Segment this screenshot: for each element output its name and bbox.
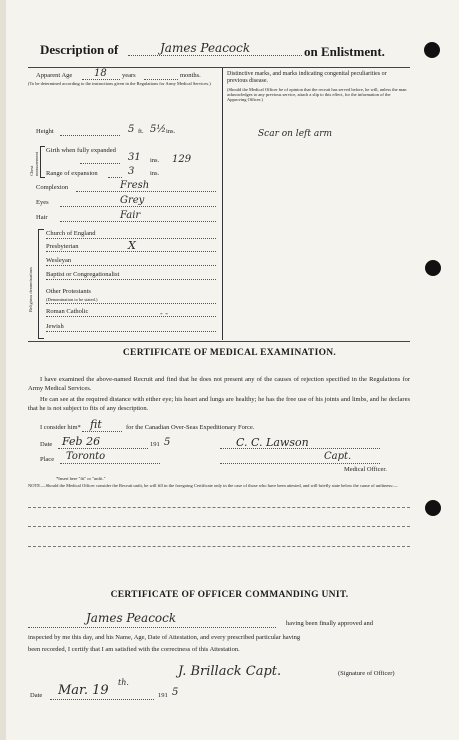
title-prefix: Description of [40, 42, 119, 57]
medical-para1: I have examined the above-named Recruit and find that he does not present any of the causes of rejection specified in the Regulations for Army Medical Services. [28, 376, 410, 392]
medical-year: 191 [150, 441, 160, 448]
medical-officer-label: Medical Officer. [344, 466, 387, 473]
religion-side-label: Religious denominations [28, 267, 33, 312]
commanding-text3: been recorded, I certify that I am satisfied with the correctness of this Attestation. [28, 646, 240, 653]
religion-mark: X [128, 239, 136, 252]
page-edge [0, 0, 6, 740]
commanding-year-hw: 5 [172, 687, 179, 698]
religion-item: Wesleyan [46, 257, 72, 264]
religion-mark: - - [160, 309, 168, 318]
medical-footnote1: *Insert here "fit" or "unfit." [56, 476, 106, 481]
medical-year-hw: 5 [164, 437, 171, 448]
punch-hole-middle [425, 260, 441, 276]
religion-item: (Denomination to be stated.) [46, 297, 98, 302]
chest-range: 3 [128, 166, 135, 177]
commanding-name: James Peacock [86, 611, 177, 625]
age-months: months. [180, 72, 201, 79]
religion-item: Other Protestants [46, 288, 91, 295]
title-name: James Peacock [160, 41, 251, 55]
height-ft: ft. [138, 128, 144, 135]
consider-label: I consider him* [40, 424, 81, 431]
commanding-date: Mar. 19 [58, 683, 109, 698]
religion-item: Church of England [46, 230, 96, 237]
punch-hole-top [424, 42, 440, 58]
medical-rank: Capt. [324, 451, 352, 462]
complexion-value: Fresh [120, 180, 150, 191]
marks-value: Scar on left arm [258, 129, 333, 139]
consider-suffix: for the Canadian Over-Seas Expeditionary Force. [126, 424, 255, 431]
height-ins: ins. [166, 128, 176, 135]
commanding-year: 191 [158, 692, 168, 699]
chest-girth-label: Girth when fully expanded [46, 147, 116, 154]
height-inches: 5½ [150, 124, 167, 135]
eyes-label: Eyes [36, 199, 49, 206]
chest-ins: ins. [150, 157, 160, 164]
religion-item: Roman Catholic [46, 308, 89, 315]
commanding-date-sup: th. [118, 678, 129, 687]
hair-label: Hair [36, 214, 48, 221]
marks-header: Distinctive marks, and marks indicating congenital peculiarities or previous disease. [227, 71, 387, 84]
place-value: Toronto [66, 451, 106, 462]
chest-label: Chest measurement [29, 152, 39, 176]
chest-range-label: Range of expansion [46, 170, 98, 177]
place-label: Place [40, 456, 55, 463]
age-label: Apparent Age [36, 72, 73, 79]
complexion-label: Complexion [36, 184, 69, 191]
commanding-text2: inspected by me this day, and his Name, Age, Date of Attestation, and every prescribed particular having [28, 634, 301, 641]
consider-value: fit [90, 418, 102, 431]
medical-date-label: Date [40, 441, 53, 448]
hair-value: Fair [120, 210, 141, 221]
punch-hole-bottom [425, 500, 441, 516]
commanding-date-label: Date [30, 692, 43, 699]
commanding-signature: J. Brillack Capt. [178, 664, 282, 679]
religion-item: Baptist or Congregationalist [46, 271, 120, 278]
medical-para2: He can see at the required distance with either eye; his heart and lungs are healthy; he has the free use of his joints and limbs, and he declares that he is not subject to fits of any description. [28, 396, 410, 412]
medical-date: Feb 26 [62, 435, 101, 448]
height-label: Height [36, 128, 54, 135]
commanding-heading: CERTIFICATE OF OFFICER COMMANDING UNIT. [110, 590, 349, 600]
medical-signature: C. C. Lawson [236, 436, 309, 449]
age-years: years [122, 72, 136, 79]
eyes-value: Grey [120, 195, 145, 206]
commanding-sig-label: (Signature of Officer) [338, 670, 395, 677]
medical-heading: CERTIFICATE OF MEDICAL EXAMINATION. [122, 348, 337, 358]
commanding-text1: having been finally approved and [286, 620, 373, 627]
chest-girth: 31 [128, 152, 141, 163]
title-suffix: on Enlistment. [304, 44, 385, 59]
chest-range-ins: ins. [150, 170, 160, 177]
religion-item: Presbyterian [46, 243, 79, 250]
age-note: (To be determined according to the instructions given in the Regulations for Army Medical Services.) [28, 81, 211, 86]
age-value: 18 [94, 68, 107, 79]
medical-footnote2: NOTE.—Should the Medical Officer consider the Recruit unfit, he will fill in the foregoing Certificate only in the case of those who have been attested, and will briefly state below the cause of unfitness:— [28, 483, 398, 488]
religion-item: Jewish [46, 323, 64, 330]
height-feet: 5 [128, 124, 135, 135]
marks-note: (Should the Medical Officer be of opinion that the recruit has served before, he will, unless the man acknowledges to any previous service, attach a slip to this effect, for the information of the Approving Officer.) [227, 87, 407, 102]
chest-extra: 129 [172, 154, 192, 165]
